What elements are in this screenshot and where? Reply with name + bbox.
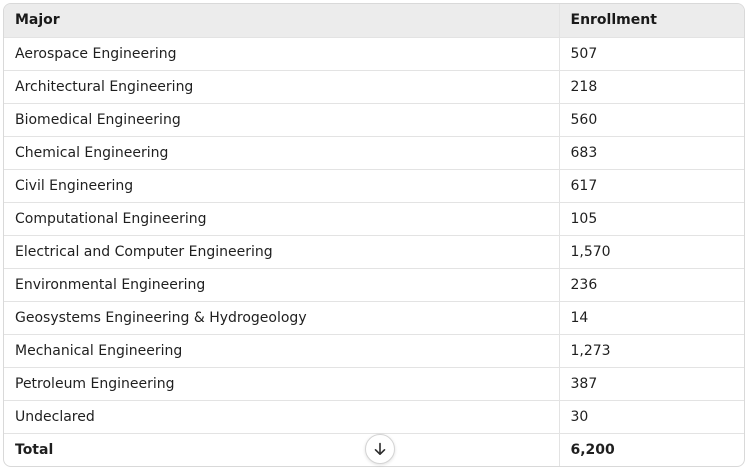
table-row [4,37,744,70]
major-cell: Petroleum Engineering [4,367,559,400]
table-row [4,70,744,103]
enrollment-cell: 507 [559,37,744,70]
table-header-row [4,4,744,37]
table-row [4,367,744,400]
table-row [4,136,744,169]
table-row [4,400,744,433]
major-cell: Electrical and Computer Engineering [4,235,559,268]
enrollment-cell: 14 [559,301,744,334]
column-header-major: Major [4,4,559,37]
column-header-enrollment: Enrollment [559,4,744,37]
major-cell: Environmental Engineering [4,268,559,301]
major-cell: Computational Engineering [4,202,559,235]
total-enrollment: 6,200 [570,441,615,458]
scroll-down-button[interactable] [365,434,395,464]
table-row [4,202,744,235]
major-cell: Aerospace Engineering [4,37,559,70]
enrollment-cell: 387 [559,367,744,400]
major-cell: Biomedical Engineering [4,103,559,136]
enrollment-cell: 617 [559,169,744,202]
enrollment-cell: 1,273 [559,334,744,367]
major-cell: Undeclared [4,400,559,433]
table-row [4,268,744,301]
enrollment-table [4,4,744,466]
enrollment-cell: 30 [559,400,744,433]
table-row [4,235,744,268]
table-row [4,169,744,202]
enrollment-cell: 683 [559,136,744,169]
enrollment-table-container [3,3,745,467]
major-cell: Geosystems Engineering & Hydrogeology [4,301,559,334]
total-label: Total [4,433,559,466]
enrollment-cell: 1,570 [559,235,744,268]
major-cell: Architectural Engineering [4,70,559,103]
enrollment-cell: 560 [559,103,744,136]
major-cell: Chemical Engineering [4,136,559,169]
enrollment-cell: 236 [559,268,744,301]
enrollment-cell: 218 [559,70,744,103]
table-row [4,103,744,136]
table-row [4,334,744,367]
table-body [4,37,744,466]
enrollment-cell: 105 [559,202,744,235]
table-row [4,301,744,334]
major-cell: Civil Engineering [4,169,559,202]
major-cell: Mechanical Engineering [4,334,559,367]
arrow-down-icon [372,441,388,457]
